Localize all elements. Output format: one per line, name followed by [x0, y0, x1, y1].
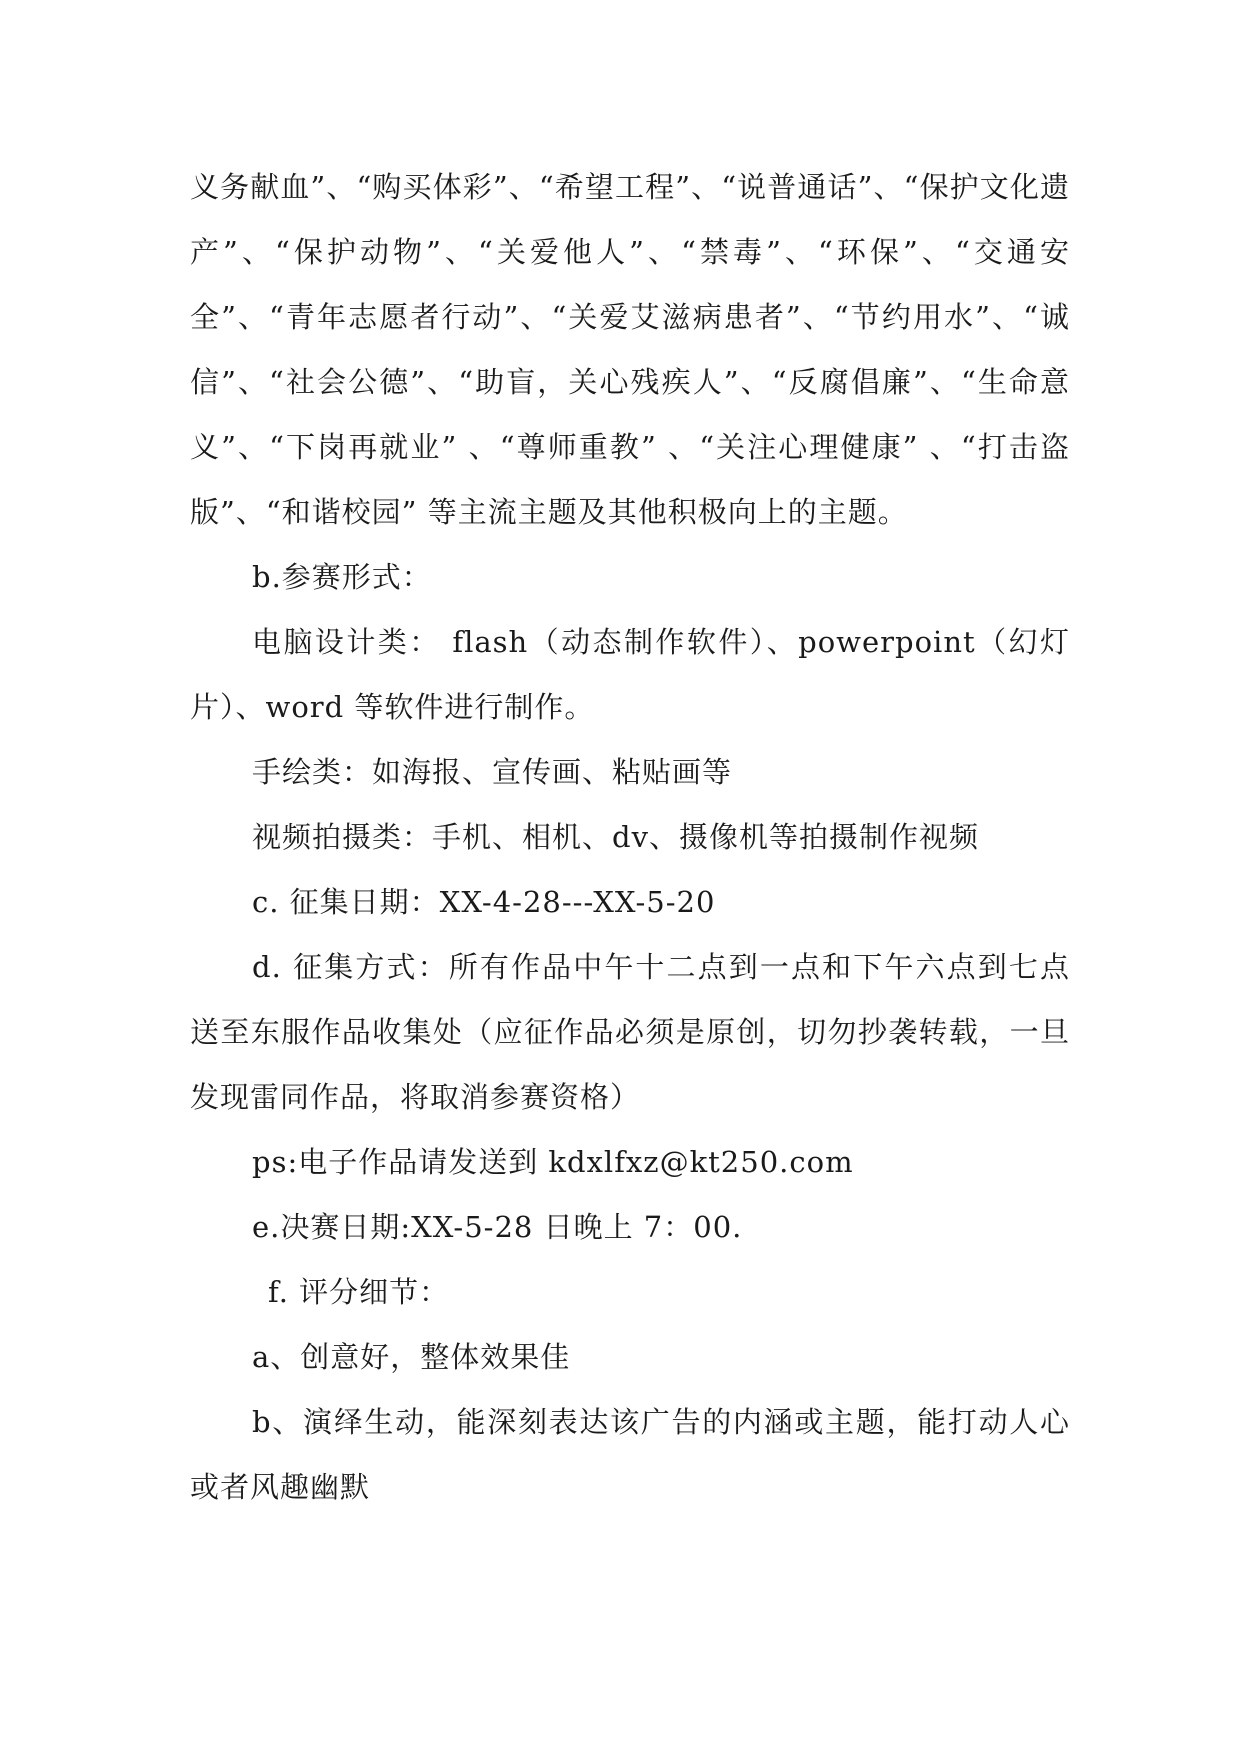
paragraph-collection-dates: c. 征集日期：XX-4-28---XX-5-20 — [252, 885, 716, 919]
paragraph-hand-drawn: 手绘类：如海报、宣传画、粘贴画等 — [252, 755, 733, 789]
paragraph-themes-list: 义务献血”、“购买体彩”、“希望工程”、“说普通话”、“保护文化遗产”、“保护动物”、“关爱他人”、“禁毒”、“环保”、“交通安全”、“青年志愿者行动”、“关爱艾滋病患者”、“节约用水”、“诚信”、“社会公德”、“助盲，关心残疾人”、“反腐倡廉”、“生命意义”、“下岗再就业” 、“尊师重教” 、“关注心理健康” 、“打击盗版”、“和谐校园” 等主流主题及其他积极向上的主题。 — [190, 170, 1070, 529]
paragraph-video: 视频拍摄类：手机、相机、dv、摄像机等拍摄制作视频 — [252, 820, 979, 854]
paragraph-email-note: ps:电子作品请发送到 kdxlfxz@kt250.com — [252, 1145, 854, 1179]
paragraph-collection-method: d. 征集方式：所有作品中午十二点到一点和下午六点到七点送至东服作品收集处（应征作品必须是原创，切勿抄袭转载，一旦发现雷同作品，将取消参赛资格） — [190, 950, 1070, 1114]
paragraph-final-date: e.决赛日期:XX-5-28 日晚上 7：00. — [252, 1210, 743, 1244]
document-body — [190, 155, 1070, 1520]
paragraph-computer-design: 电脑设计类： flash（动态制作软件）、powerpoint（幻灯片）、word 等软件进行制作。 — [190, 625, 1070, 724]
paragraph-scoring-item-b: b、演绎生动，能深刻表达该广告的内涵或主题，能打动人心或者风趣幽默 — [190, 1405, 1070, 1504]
paragraph-scoring-item-a: a、创意好，整体效果佳 — [252, 1340, 571, 1374]
paragraph-scoring-heading: f. 评分细节： — [268, 1275, 450, 1309]
paragraph-entry-format-heading: b.参赛形式： — [252, 560, 432, 594]
